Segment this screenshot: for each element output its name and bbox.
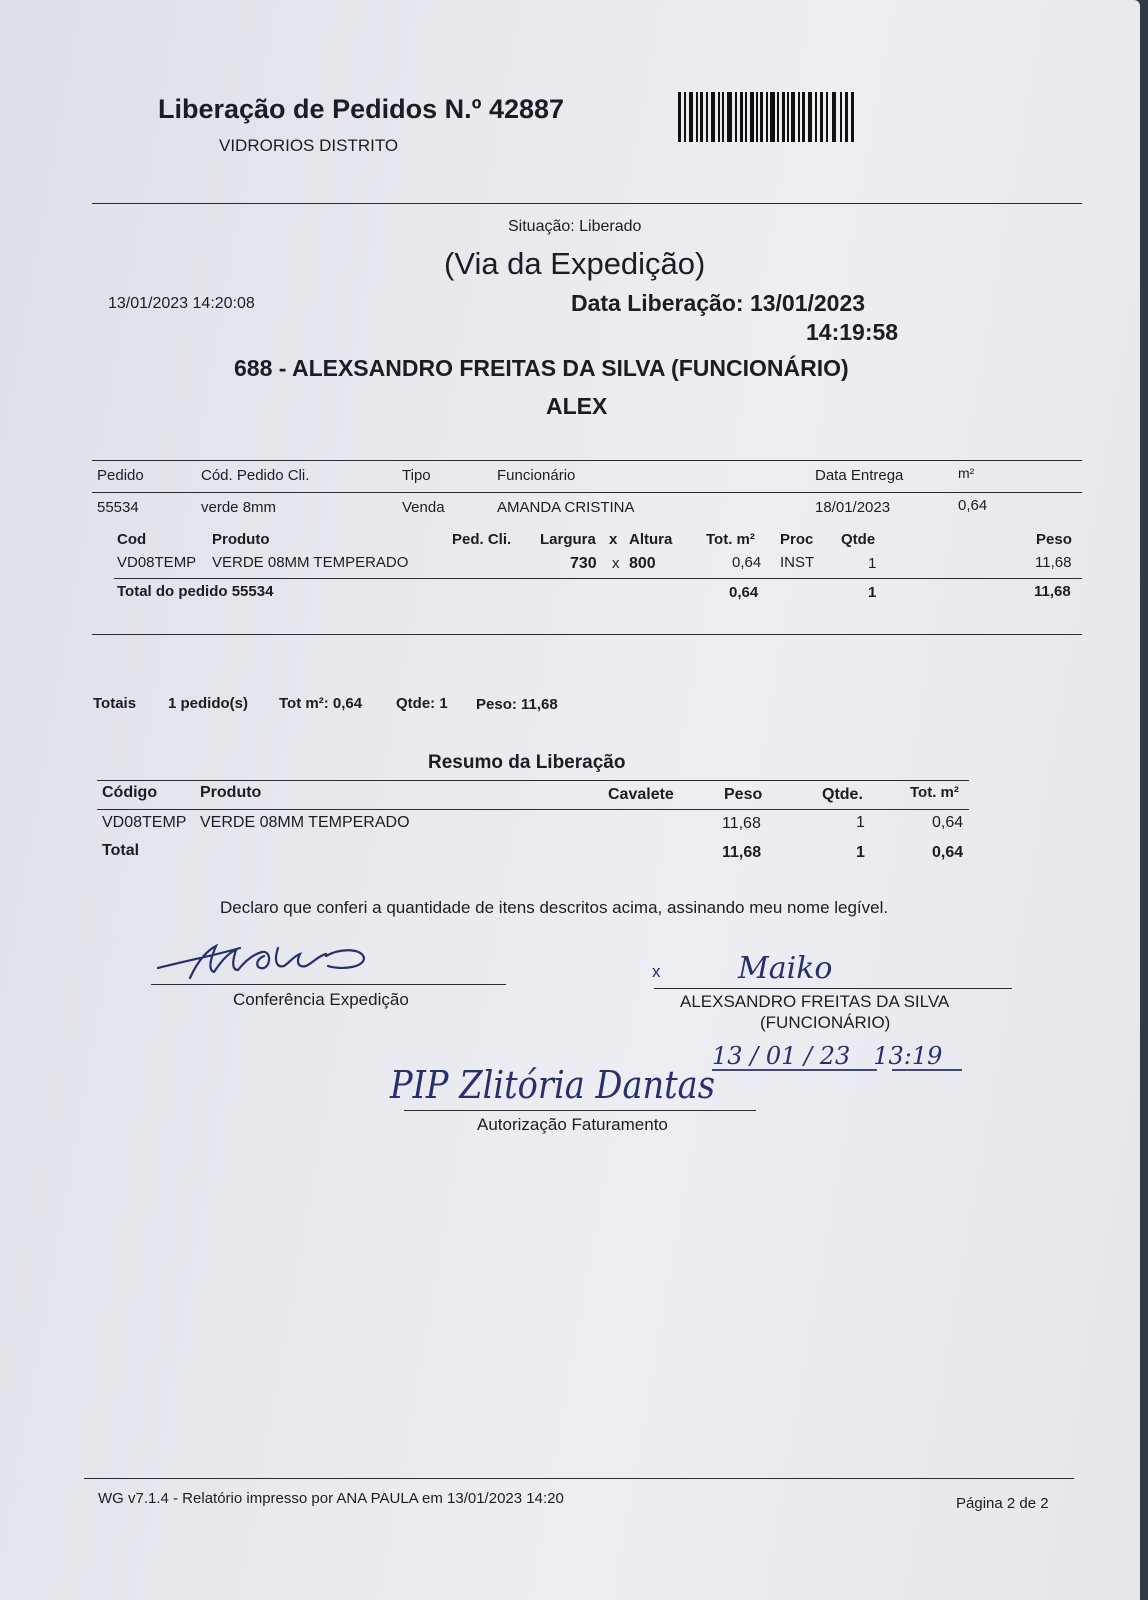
cell-peso: 11,68 [1035,554,1072,571]
cell-tot-m2: 0,64 [732,554,762,571]
signature-client [738,948,848,988]
footer-divider [84,1478,1074,1479]
col-x: x [609,531,618,548]
col-proc: Proc [780,531,814,548]
autorizacao-signature-line [404,1110,756,1111]
col-peso: Peso [1036,531,1072,548]
conferencia-label: Conferência Expedição [233,990,409,1009]
order-total-m2: 0,64 [729,584,759,601]
footer-printed-by: WG v7.1.4 - Relatório impresso por ANA PAULA em 13/01/2023 14:20 [98,1490,564,1507]
order-table-header-rule [92,492,1082,493]
cell-x: x [612,555,620,572]
col-altura: Altura [629,531,673,548]
cell-m2: 0,64 [958,497,988,514]
cell-largura: 730 [570,555,597,572]
summary-total-qtde: 1 [856,844,865,861]
col-funcionario: Funcionário [497,467,576,484]
via-label: (Via da Expedição) [444,246,706,281]
release-time: 14:19:58 [806,319,899,345]
client-nickname: ALEX [546,393,608,419]
cell-qtde: 1 [868,555,877,572]
cell-cod-pedido-cli: verde 8mm [201,499,277,516]
col-pedido: Pedido [97,467,144,484]
col-tot-m2: Tot. m² [910,784,959,801]
summary-cell-peso: 11,68 [722,815,761,832]
summary-total-peso: 11,68 [722,844,762,861]
cell-data-entrega: 18/01/2023 [815,499,891,516]
totals-qtde: Qtde: 1 [396,695,448,712]
signature-client-text: Maiko [738,951,833,986]
conferencia-signature-line [151,984,506,985]
totals-label: Totais [93,695,137,712]
client-label-line1: ALEXSANDRO FREITAS DA SILVA [680,992,950,1011]
cell-produto: VERDE 08MM TEMPERADO [212,554,409,571]
col-produto: Produto [212,531,270,548]
order-table-top-rule [92,460,1082,461]
footer-page-number: Página 2 de 2 [956,1495,1049,1512]
signature-mark-x: x [652,962,661,981]
summary-cell-qtde: 1 [856,814,865,831]
totals-peso: Peso: 11,68 [476,696,558,713]
summary-top-rule [97,780,969,781]
col-codigo: Código [102,784,158,801]
document-title: Liberação de Pedidos N.º 42887 [158,94,565,124]
autorizacao-label: Autorização Faturamento [477,1115,668,1134]
summary-total-tot-m2: 0,64 [932,844,964,861]
client-label-line2: (FUNCIONÁRIO) [760,1013,891,1032]
col-ped-cli: Ped. Cli. [452,531,512,548]
barcode-icon [678,92,854,142]
order-total-peso: 11,68 [1034,583,1071,600]
col-largura: Largura [540,531,596,548]
summary-title: Resumo da Liberação [428,752,626,773]
summary-cell-codigo: VD08TEMP [102,814,187,831]
col-cavalete: Cavalete [608,786,674,803]
col-produto: Produto [200,784,262,801]
client-name: 688 - ALEXSANDRO FREITAS DA SILVA (FUNCIONÁRIO) [234,355,849,381]
col-qtde: Qtde. [822,786,863,803]
col-data-entrega: Data Entrega [815,467,904,484]
cell-cod: VD08TEMP [117,554,197,571]
totals-m2: Tot m²: 0,64 [279,695,363,712]
header-divider [92,203,1082,204]
col-peso: Peso [724,786,763,803]
printed-timestamp: 13/01/2023 14:20:08 [108,295,255,312]
client-signature-line [654,988,1012,989]
company-name: VIDRORIOS DISTRITO [219,136,399,155]
order-table-bottom-rule [92,634,1082,635]
cell-funcionario: AMANDA CRISTINA [497,499,635,516]
order-total-qtde: 1 [868,584,877,601]
declaration-text: Declaro que conferi a quantidade de itens descritos acima, assinando meu nome legível. [220,898,889,917]
cell-altura: 800 [629,555,656,572]
signature-autorizacao [390,1052,720,1112]
cell-proc: INST [780,554,815,571]
summary-cell-tot-m2: 0,64 [932,814,964,831]
handwritten-date-text: 13 / 01 / 23 13:19 [712,1042,943,1070]
col-cod: Cod [117,531,147,548]
release-date: Data Liberação: 13/01/2023 [571,290,866,316]
signature-conferencia [150,930,380,984]
totals-pedidos: 1 pedido(s) [168,695,249,712]
signature-autorizacao-text: PIP Zlitória Dantas [389,1063,715,1107]
cell-pedido: 55534 [97,499,139,516]
col-tot-m2: Tot. m² [706,531,755,548]
col-cod-pedido-cli: Cód. Pedido Cli. [201,467,310,484]
cell-tipo: Venda [402,499,445,516]
col-tipo: Tipo [402,467,431,484]
summary-header-rule [97,809,969,810]
summary-total-label: Total [102,842,140,859]
status-label: Situação: Liberado [508,218,642,235]
col-m2: m² [958,465,975,481]
order-total-label: Total do pedido 55534 [117,583,274,600]
handwritten-date [712,1040,970,1074]
col-qtde: Qtde [841,531,876,548]
item-total-rule [114,578,1082,579]
summary-cell-produto: VERDE 08MM TEMPERADO [200,814,410,831]
